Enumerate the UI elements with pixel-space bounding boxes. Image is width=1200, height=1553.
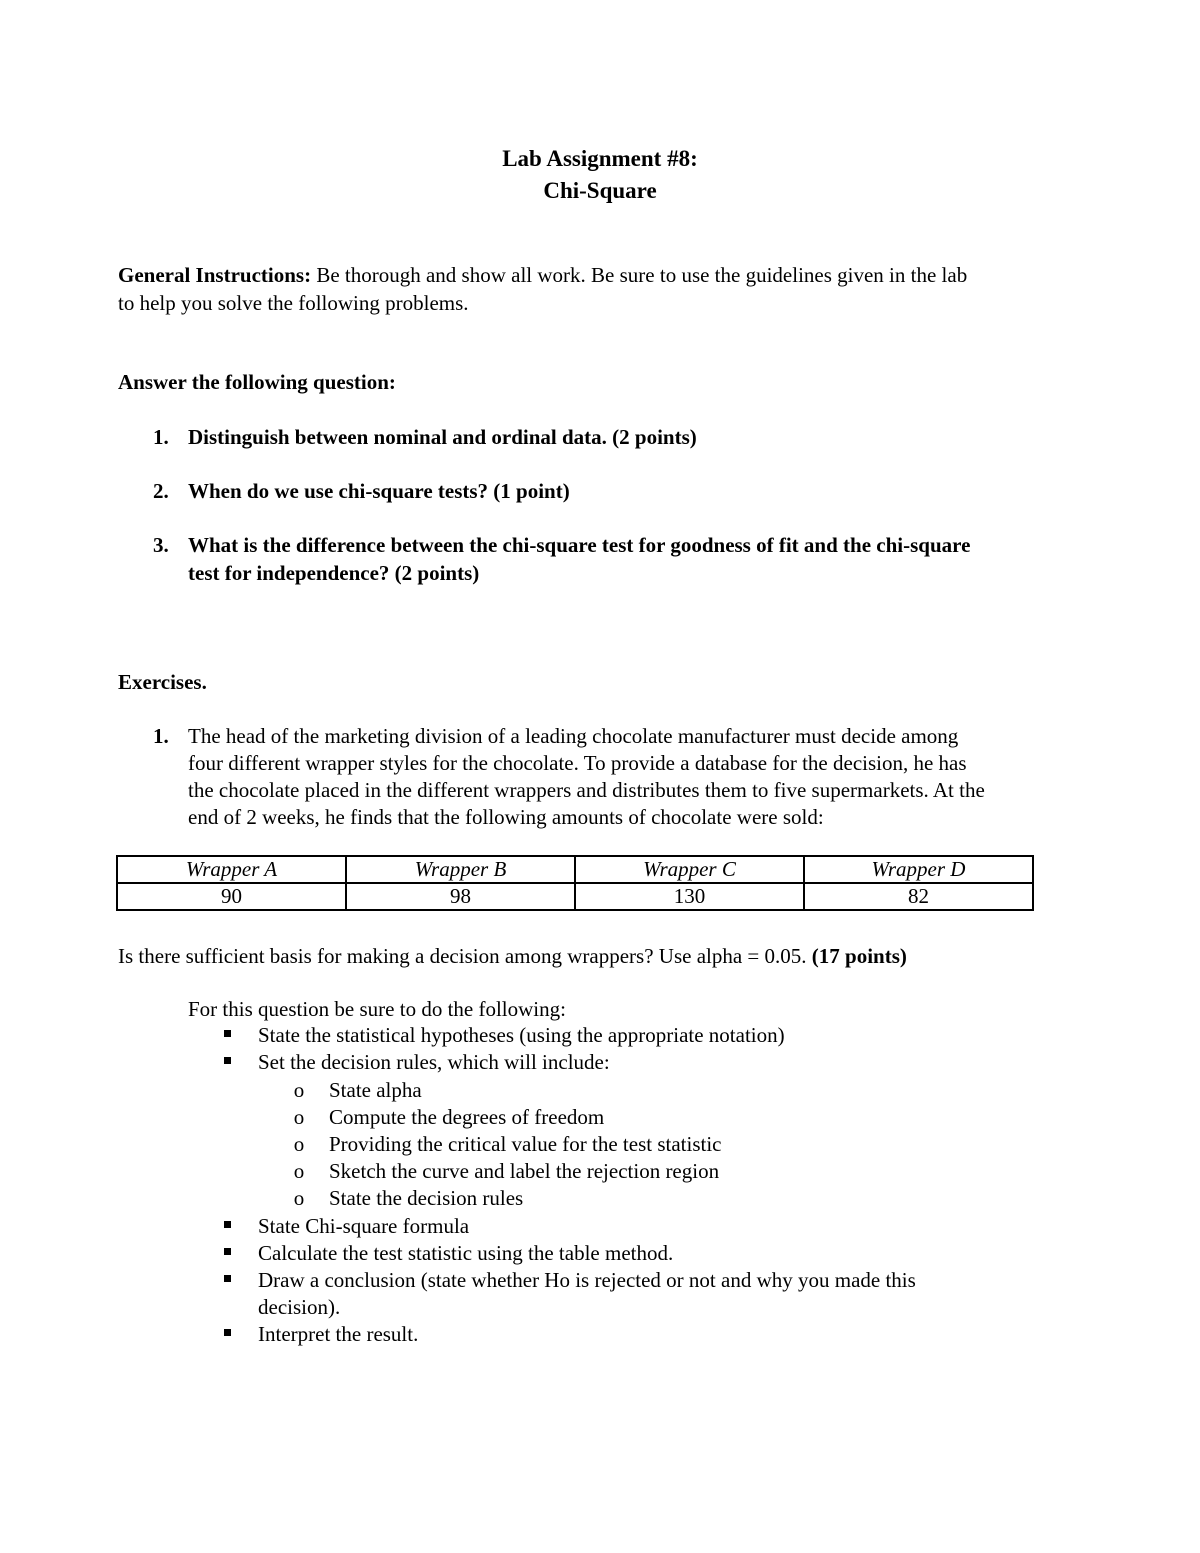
question-3-number: 3.: [153, 533, 169, 557]
general-instructions: [118, 261, 1078, 289]
question-prompt: [118, 942, 1078, 970]
square-bullet-icon: [224, 1329, 231, 1336]
subbullet-5: State the decision rules: [329, 1186, 524, 1210]
wrapper-sales-table: [116, 855, 1034, 911]
circle-bullet-icon: o: [293, 1159, 305, 1183]
circle-bullet-icon: o: [293, 1105, 305, 1129]
title-line-1: Lab Assignment #8:: [502, 146, 698, 171]
exercise-1-number: 1.: [153, 724, 169, 748]
subbullet-2: Compute the degrees of freedom: [329, 1105, 605, 1129]
question-prompt-text: Is there sufficient basis for making a decision among wrappers? Use alpha = 0.05.: [118, 944, 812, 968]
table-cell: 130: [575, 883, 804, 910]
table-cell: 90: [117, 883, 346, 910]
bullet-4: Calculate the test statistic using the table method.: [258, 1241, 674, 1265]
answer-heading: Answer the following question:: [118, 370, 396, 394]
bullet-5-continuation: decision).: [258, 1295, 341, 1319]
question-3-text-1: What is the difference between the chi-square test for goodness of fit and the chi-square: [188, 533, 971, 557]
subbullet-4: Sketch the curve and label the rejection region: [329, 1159, 720, 1183]
exercise-1-line-2: four different wrapper styles for the chocolate. To provide a database for the decision, he has: [188, 751, 967, 775]
question-1-number: 1.: [153, 425, 169, 449]
general-instructions-label: General Instructions:: [118, 263, 312, 287]
table-cell: 98: [346, 883, 575, 910]
square-bullet-icon: [224, 1057, 231, 1064]
table-header-cell: Wrapper D: [804, 856, 1033, 883]
table-cell: 82: [804, 883, 1033, 910]
bullet-5: Draw a conclusion (state whether Ho is rejected or not and why you made this: [258, 1268, 916, 1292]
question-3-text-2: test for independence? (2 points): [188, 561, 480, 585]
instructions-intro: For this question be sure to do the following:: [188, 997, 566, 1021]
table-header-cell: Wrapper A: [117, 856, 346, 883]
exercise-1-line-1: The head of the marketing division of a leading chocolate manufacturer must decide among: [188, 724, 959, 748]
question-1-text: Distinguish between nominal and ordinal data. (2 points): [188, 425, 697, 449]
question-2-text: When do we use chi-square tests? (1 point): [188, 479, 570, 503]
subbullet-1: State alpha: [329, 1078, 422, 1102]
table-header-row: [117, 856, 1033, 883]
square-bullet-icon: [224, 1030, 231, 1037]
subbullet-3: Providing the critical value for the test statistic: [329, 1132, 722, 1156]
square-bullet-icon: [224, 1248, 231, 1255]
circle-bullet-icon: o: [293, 1186, 305, 1210]
circle-bullet-icon: o: [293, 1078, 305, 1102]
exercise-1-line-4: end of 2 weeks, he finds that the following amounts of chocolate were sold:: [188, 805, 824, 829]
table-row: [117, 883, 1033, 910]
square-bullet-icon: [224, 1275, 231, 1282]
bullet-6: Interpret the result.: [258, 1322, 419, 1346]
table-header-cell: Wrapper C: [575, 856, 804, 883]
exercises-heading: Exercises.: [118, 670, 207, 694]
question-prompt-points: (17 points): [811, 944, 907, 968]
bullet-1: State the statistical hypotheses (using the appropriate notation): [258, 1023, 785, 1047]
general-instructions-text-2: to help you solve the following problems.: [118, 291, 469, 315]
table-header-cell: Wrapper B: [346, 856, 575, 883]
exercise-1-line-3: the chocolate placed in the different wrappers and distributes them to five supermarkets. At the: [188, 778, 985, 802]
circle-bullet-icon: o: [293, 1132, 305, 1156]
square-bullet-icon: [224, 1221, 231, 1228]
bullet-2: Set the decision rules, which will include:: [258, 1050, 610, 1074]
title-line-2: Chi-Square: [543, 178, 657, 203]
general-instructions-text-1: Be thorough and show all work. Be sure to use the guidelines given in the lab: [311, 263, 968, 287]
bullet-3: State Chi-square formula: [258, 1214, 470, 1238]
question-2-number: 2.: [153, 479, 169, 503]
